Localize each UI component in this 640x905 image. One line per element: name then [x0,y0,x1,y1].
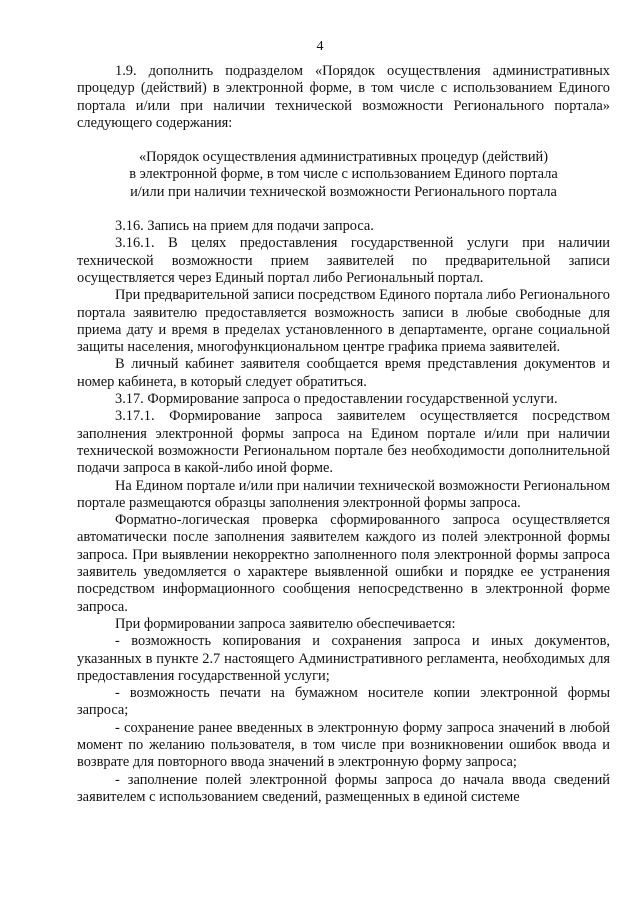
list-item-copy-save: - возможность копирования и сохранения запроса и иных документов, указанных в пункте 2.7 настоящего Административного регламента, необходимых для предоставления государственной услуги; [77,633,610,684]
paragraph-amendment-intro: 1.9. дополнить подразделом «Порядок осуществления административных процедур (действий) в электронной форме, в том числе с использованием Единого портала и/или при наличии технической возможности Регионального портала» следующего содержания: [77,63,610,131]
section-heading-line: и/или при наличии технической возможности Регионального портала [130,183,557,200]
paragraph-3-16-1: 3.16.1. В целях предоставления государственной услуги при наличии технической возможности прием заявителей по предварительной записи осуществляется через Единый портал либо Региональный портал. [77,235,610,286]
document-body [77,63,610,806]
paragraph-provided-list-intro: При формировании запроса заявителю обеспечивается: [115,615,456,632]
page-number: 4 [316,39,324,54]
section-heading-line: «Порядок осуществления административных процедур (действий) [138,149,549,166]
list-item-print: - возможность печати на бумажном носителе копии электронной формы запроса; [77,685,610,719]
list-item-prefill: - заполнение полей электронной формы запроса до начала ввода сведений заявителем с использованием сведений, размещенных в единой системе [77,771,610,805]
spacer [77,132,610,149]
paragraph-format-check: Форматно-логическая проверка сформированного запроса осуществляется автоматически после заполнения заявителем каждого из полей электронной формы запроса. При выявлении некорректно заполненного поля электронной формы запроса заявитель уведомляется о характере выявленной ошибки и порядке ее устранения посредством информационного сообщения непосредственно в электронной форме запроса. [77,512,610,615]
list-item-save-values: - сохранение ранее введенных в электронную форму запроса значений в любой момент по желанию пользователя, в том числе при возникновении ошибок ввода и возврате для повторного ввода значений в электронную форму запроса; [77,719,610,771]
section-heading-line: в электронной форме, в том числе с использованием Единого портала [129,166,558,183]
paragraph-3-16: 3.16. Запись на прием для подачи запроса. [115,218,374,235]
paragraph-3-17: 3.17. Формирование запроса о предоставлении государственной услуги. [115,391,558,408]
section-heading [77,149,610,201]
paragraph-preliminary-record: При предварительной записи посредством Единого портала либо Регионального портала заявителю предоставляется возможность записи в любые свободные для приема дату и время в пределах установленного в департаменте, органе социальной защиты населения, многофункциональном центре графика приема заявителей. [77,287,610,356]
paragraph-form-samples: На Едином портале и/или при наличии технической возможности Региональном портале размещаются образцы заполнения электронной формы запроса. [77,477,610,511]
paragraph-personal-cabinet: В личный кабинет заявителя сообщается время представления документов и номер кабинета, в который следует обратиться. [77,356,610,390]
spacer [77,201,610,218]
paragraph-3-17-1: 3.17.1. Формирование запроса заявителем осуществляется посредством заполнения электронной формы запроса на Едином портале и/или при наличии технической возможности Региональном портале без необходимости дополнительной подачи запроса в какой-либо иной форме. [77,408,610,477]
